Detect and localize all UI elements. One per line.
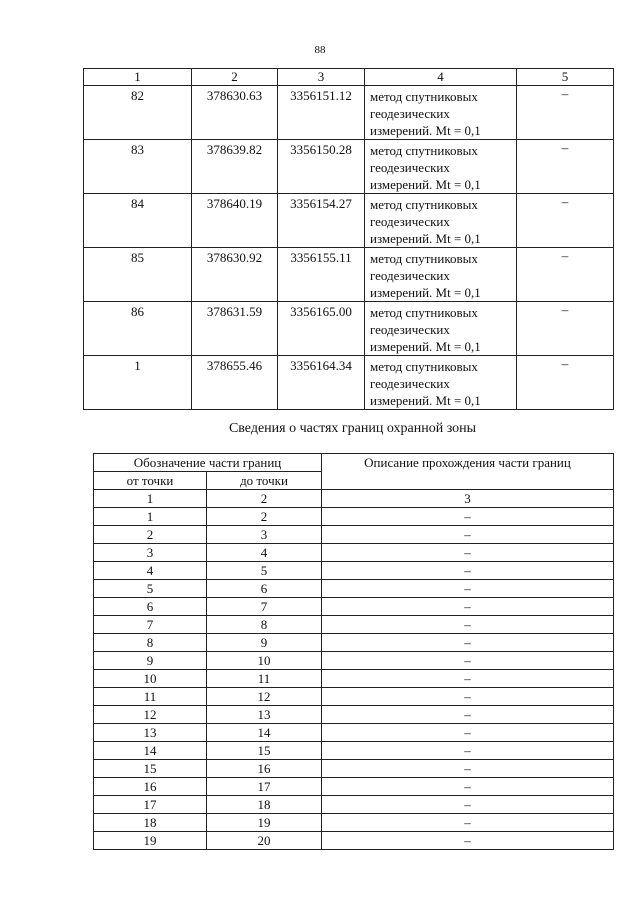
- from-point: 5: [94, 580, 207, 598]
- to-point: 7: [207, 598, 322, 616]
- from-point: 16: [94, 778, 207, 796]
- table-row: [84, 86, 614, 140]
- coord-x: 378640.19: [192, 194, 278, 248]
- method-line: измерений. Mt = 0,1: [370, 177, 481, 192]
- coord-x: 378630.63: [192, 86, 278, 140]
- table-row: [94, 598, 614, 616]
- column-5-value: –: [517, 356, 614, 410]
- coord-y: 3356150.28: [278, 140, 365, 194]
- from-point: 19: [94, 832, 207, 850]
- point-number: 82: [84, 86, 192, 140]
- table-row: [94, 562, 614, 580]
- method-line: геодезических: [370, 106, 450, 121]
- numbering-col-2: 2: [207, 490, 322, 508]
- table-row: [84, 302, 614, 356]
- method-line: геодезических: [370, 376, 450, 391]
- header-col-1: 1: [84, 69, 192, 86]
- to-point: 6: [207, 580, 322, 598]
- point-number: 85: [84, 248, 192, 302]
- from-point: 11: [94, 688, 207, 706]
- to-point: 12: [207, 688, 322, 706]
- numbering-col-3: 3: [322, 490, 614, 508]
- from-point: 4: [94, 562, 207, 580]
- part-description: –: [322, 742, 614, 760]
- numbering-col-1: 1: [94, 490, 207, 508]
- column-5-value: –: [517, 86, 614, 140]
- table-row: [94, 526, 614, 544]
- group-header: Обозначение части границ: [94, 454, 322, 472]
- from-point: 3: [94, 544, 207, 562]
- description-header: Описание прохождения части границ: [322, 454, 614, 490]
- coord-x: 378631.59: [192, 302, 278, 356]
- method-line: геодезических: [370, 322, 450, 337]
- method-line: измерений. Mt = 0,1: [370, 339, 481, 354]
- table-row: [94, 670, 614, 688]
- to-point: 18: [207, 796, 322, 814]
- coordinates-header-row: [84, 69, 614, 86]
- to-point: 10: [207, 652, 322, 670]
- coord-x: 378655.46: [192, 356, 278, 410]
- parts-header-row-1: [94, 454, 614, 472]
- section-title: Сведения о частях границ охранной зоны: [228, 421, 477, 436]
- method-description: [365, 302, 517, 356]
- method-line: метод спутниковых: [370, 89, 478, 104]
- to-point: 9: [207, 634, 322, 652]
- table-row: [94, 760, 614, 778]
- header-col-2: 2: [192, 69, 278, 86]
- to-point: 16: [207, 760, 322, 778]
- point-number: 84: [84, 194, 192, 248]
- column-5-value: –: [517, 140, 614, 194]
- part-description: –: [322, 670, 614, 688]
- point-number: 83: [84, 140, 192, 194]
- table-row: [94, 634, 614, 652]
- table-row: [94, 652, 614, 670]
- to-point-header: до точки: [207, 472, 322, 490]
- method-line: измерений. Mt = 0,1: [370, 123, 481, 138]
- table-row: [94, 688, 614, 706]
- point-number: 86: [84, 302, 192, 356]
- part-description: –: [322, 688, 614, 706]
- coord-x: 378639.82: [192, 140, 278, 194]
- parts-numbering-row: [94, 490, 614, 508]
- to-point: 11: [207, 670, 322, 688]
- part-description: –: [322, 760, 614, 778]
- to-point: 13: [207, 706, 322, 724]
- header-col-4: 4: [365, 69, 517, 86]
- to-point: 15: [207, 742, 322, 760]
- column-5-value: –: [517, 248, 614, 302]
- coord-y: 3356164.34: [278, 356, 365, 410]
- from-point: 14: [94, 742, 207, 760]
- from-point: 8: [94, 634, 207, 652]
- method-description: [365, 140, 517, 194]
- method-description: [365, 194, 517, 248]
- part-description: –: [322, 508, 614, 526]
- method-line: метод спутниковых: [370, 305, 478, 320]
- to-point: 17: [207, 778, 322, 796]
- table-row: [94, 796, 614, 814]
- coord-x: 378630.92: [192, 248, 278, 302]
- method-description: [365, 86, 517, 140]
- from-point: 7: [94, 616, 207, 634]
- table-row: [94, 580, 614, 598]
- from-point: 18: [94, 814, 207, 832]
- to-point: 14: [207, 724, 322, 742]
- part-description: –: [322, 562, 614, 580]
- method-line: метод спутниковых: [370, 143, 478, 158]
- column-5-value: –: [517, 194, 614, 248]
- part-description: –: [322, 814, 614, 832]
- to-point: 2: [207, 508, 322, 526]
- table-row: [94, 508, 614, 526]
- coordinates-table: [83, 68, 614, 410]
- coord-y: 3356154.27: [278, 194, 365, 248]
- table-row: [94, 742, 614, 760]
- from-point: 6: [94, 598, 207, 616]
- table-row: [94, 616, 614, 634]
- method-line: измерений. Mt = 0,1: [370, 231, 481, 246]
- to-point: 8: [207, 616, 322, 634]
- coord-y: 3356155.11: [278, 248, 365, 302]
- from-point: 2: [94, 526, 207, 544]
- from-point: 13: [94, 724, 207, 742]
- table-row: [94, 778, 614, 796]
- part-description: –: [322, 616, 614, 634]
- from-point: 9: [94, 652, 207, 670]
- part-description: –: [322, 544, 614, 562]
- table-row: [84, 140, 614, 194]
- to-point: 5: [207, 562, 322, 580]
- header-col-5: 5: [517, 69, 614, 86]
- part-description: –: [322, 832, 614, 850]
- from-point: 10: [94, 670, 207, 688]
- header-col-3: 3: [278, 69, 365, 86]
- table-row: [84, 248, 614, 302]
- page-number: 88: [314, 44, 326, 56]
- table-row: [94, 832, 614, 850]
- method-line: метод спутниковых: [370, 251, 478, 266]
- table-row: [84, 194, 614, 248]
- part-description: –: [322, 580, 614, 598]
- to-point: 4: [207, 544, 322, 562]
- point-number: 1: [84, 356, 192, 410]
- table-row: [94, 544, 614, 562]
- method-line: измерений. Mt = 0,1: [370, 393, 481, 408]
- from-point: 1: [94, 508, 207, 526]
- from-point-header: от точки: [94, 472, 207, 490]
- method-description: [365, 248, 517, 302]
- table-row: [94, 724, 614, 742]
- table-row: [94, 706, 614, 724]
- from-point: 12: [94, 706, 207, 724]
- part-description: –: [322, 634, 614, 652]
- table-row: [84, 356, 614, 410]
- column-5-value: –: [517, 302, 614, 356]
- method-line: геодезических: [370, 268, 450, 283]
- part-description: –: [322, 778, 614, 796]
- from-point: 17: [94, 796, 207, 814]
- part-description: –: [322, 724, 614, 742]
- coord-y: 3356151.12: [278, 86, 365, 140]
- method-line: метод спутниковых: [370, 197, 478, 212]
- part-description: –: [322, 598, 614, 616]
- table-row: [94, 814, 614, 832]
- method-description: [365, 356, 517, 410]
- part-description: –: [322, 652, 614, 670]
- part-description: –: [322, 526, 614, 544]
- method-line: измерений. Mt = 0,1: [370, 285, 481, 300]
- to-point: 20: [207, 832, 322, 850]
- to-point: 19: [207, 814, 322, 832]
- from-point: 15: [94, 760, 207, 778]
- border-parts-table: [93, 453, 614, 850]
- method-line: геодезических: [370, 214, 450, 229]
- coord-y: 3356165.00: [278, 302, 365, 356]
- part-description: –: [322, 796, 614, 814]
- method-line: метод спутниковых: [370, 359, 478, 374]
- to-point: 3: [207, 526, 322, 544]
- method-line: геодезических: [370, 160, 450, 175]
- part-description: –: [322, 706, 614, 724]
